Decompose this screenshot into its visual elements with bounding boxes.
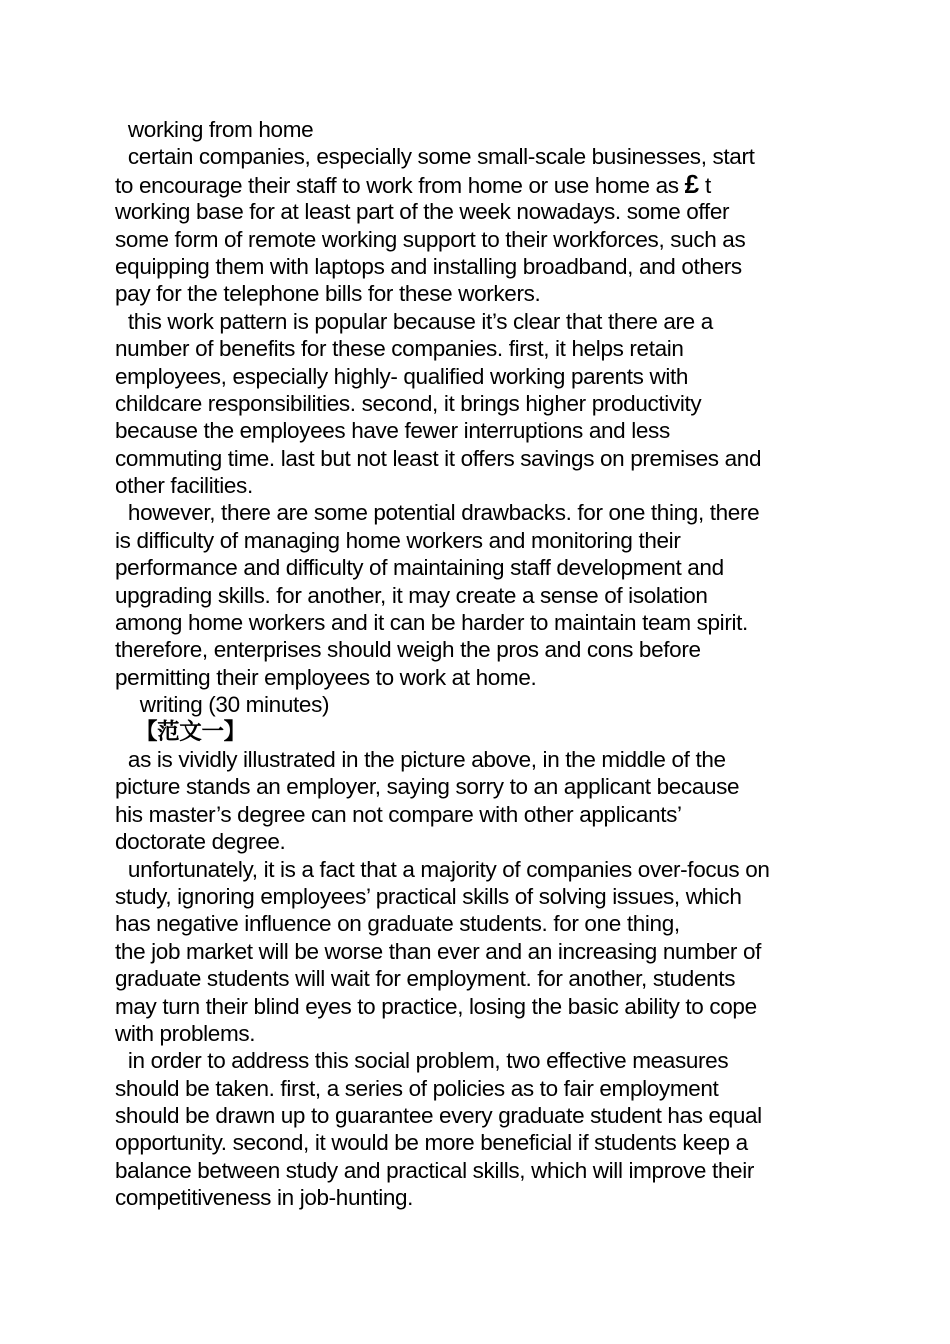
paragraph-line: competitiveness in job-hunting. [115, 1185, 414, 1211]
paragraph-line: however, there are some potential drawbacks. for one thing, there [122, 500, 760, 526]
paragraph-line: balance between study and practical skills, which will improve their [115, 1157, 755, 1183]
paragraph-line: this work pattern is popular because it’s clear that there are a [122, 308, 713, 334]
pound-symbol: £ [684, 168, 700, 199]
heading-working-from-home: working from home [122, 117, 314, 142]
paragraph-line: certain companies, especially some small-scale businesses, start [122, 144, 755, 170]
paragraph-line [115, 168, 845, 199]
paragraph-line: has negative influence on graduate students. for one thing, [115, 911, 680, 937]
paragraph-line: employees, especially highly- qualified working parents with [115, 363, 689, 389]
paragraph-line: some form of remote working support to their workforces, such as [115, 226, 746, 252]
paragraph-line: equipping them with laptops and installing broadband, and others [115, 253, 742, 279]
paragraph-line: other facilities. [115, 473, 253, 499]
paragraph-line: pay for the telephone bills for these workers. [115, 281, 541, 307]
paragraph-line: the job market will be worse than ever and an increasing number of [115, 938, 762, 964]
paragraph-line: opportunity. second, it would be more beneficial if students keep a [115, 1130, 748, 1156]
paragraph-line: permitting their employees to work at home. [115, 664, 537, 690]
paragraph-line: graduate students will wait for employment. for another, students [115, 966, 736, 992]
paragraph-line: may turn their blind eyes to practice, losing the basic ability to cope [115, 993, 757, 1019]
paragraph-line: because the employees have fewer interruptions and less [115, 418, 670, 444]
paragraph-line: number of benefits for these companies. first, it helps retain [115, 336, 684, 362]
paragraph-line: is difficulty of managing home workers and monitoring their [115, 527, 681, 553]
paragraph-line: unfortunately, it is a fact that a majority of companies over-focus on [122, 856, 770, 882]
paragraph-line: should be taken. first, a series of policies as to fair employment [115, 1075, 719, 1101]
paragraph-line: commuting time. last but not least it offers savings on premises and [115, 445, 762, 471]
paragraph-line: his master’s degree can not compare with other applicants’ [115, 801, 682, 827]
paragraph-line: picture stands an employer, saying sorry to an applicant because [115, 774, 740, 800]
paragraph-line: childcare responsibilities. second, it brings higher productivity [115, 390, 702, 416]
paragraph-line: with problems. [115, 1020, 256, 1046]
paragraph-line: therefore, enterprises should weigh the pros and cons before [115, 637, 701, 663]
paragraph-line-text: to encourage their staff to work from home or use home as [115, 172, 685, 198]
paragraph-line-tail: t [699, 172, 711, 198]
section-heading-writing: writing (30 minutes) [128, 692, 330, 718]
paragraph-line: as is vividly illustrated in the picture above, in the middle of the [122, 746, 726, 772]
document-page [115, 116, 845, 1212]
paragraph-line: upgrading skills. for another, it may create a sense of isolation [115, 582, 708, 608]
paragraph-line: study, ignoring employees’ practical skills of solving issues, which [115, 883, 742, 909]
paragraph-line: doctorate degree. [115, 829, 286, 855]
paragraph-line: should be drawn up to guarantee every graduate student has equal [115, 1103, 762, 1129]
paragraph-line: among home workers and it can be harder to maintain team spirit. [115, 610, 748, 636]
paragraph-line: performance and difficulty of maintaining staff development and [115, 555, 724, 581]
paragraph-line: in order to address this social problem, two effective measures [122, 1048, 729, 1074]
sample-essay-heading: 【范文一】 [135, 718, 246, 745]
paragraph-line: working base for at least part of the week nowadays. some offer [115, 199, 730, 225]
